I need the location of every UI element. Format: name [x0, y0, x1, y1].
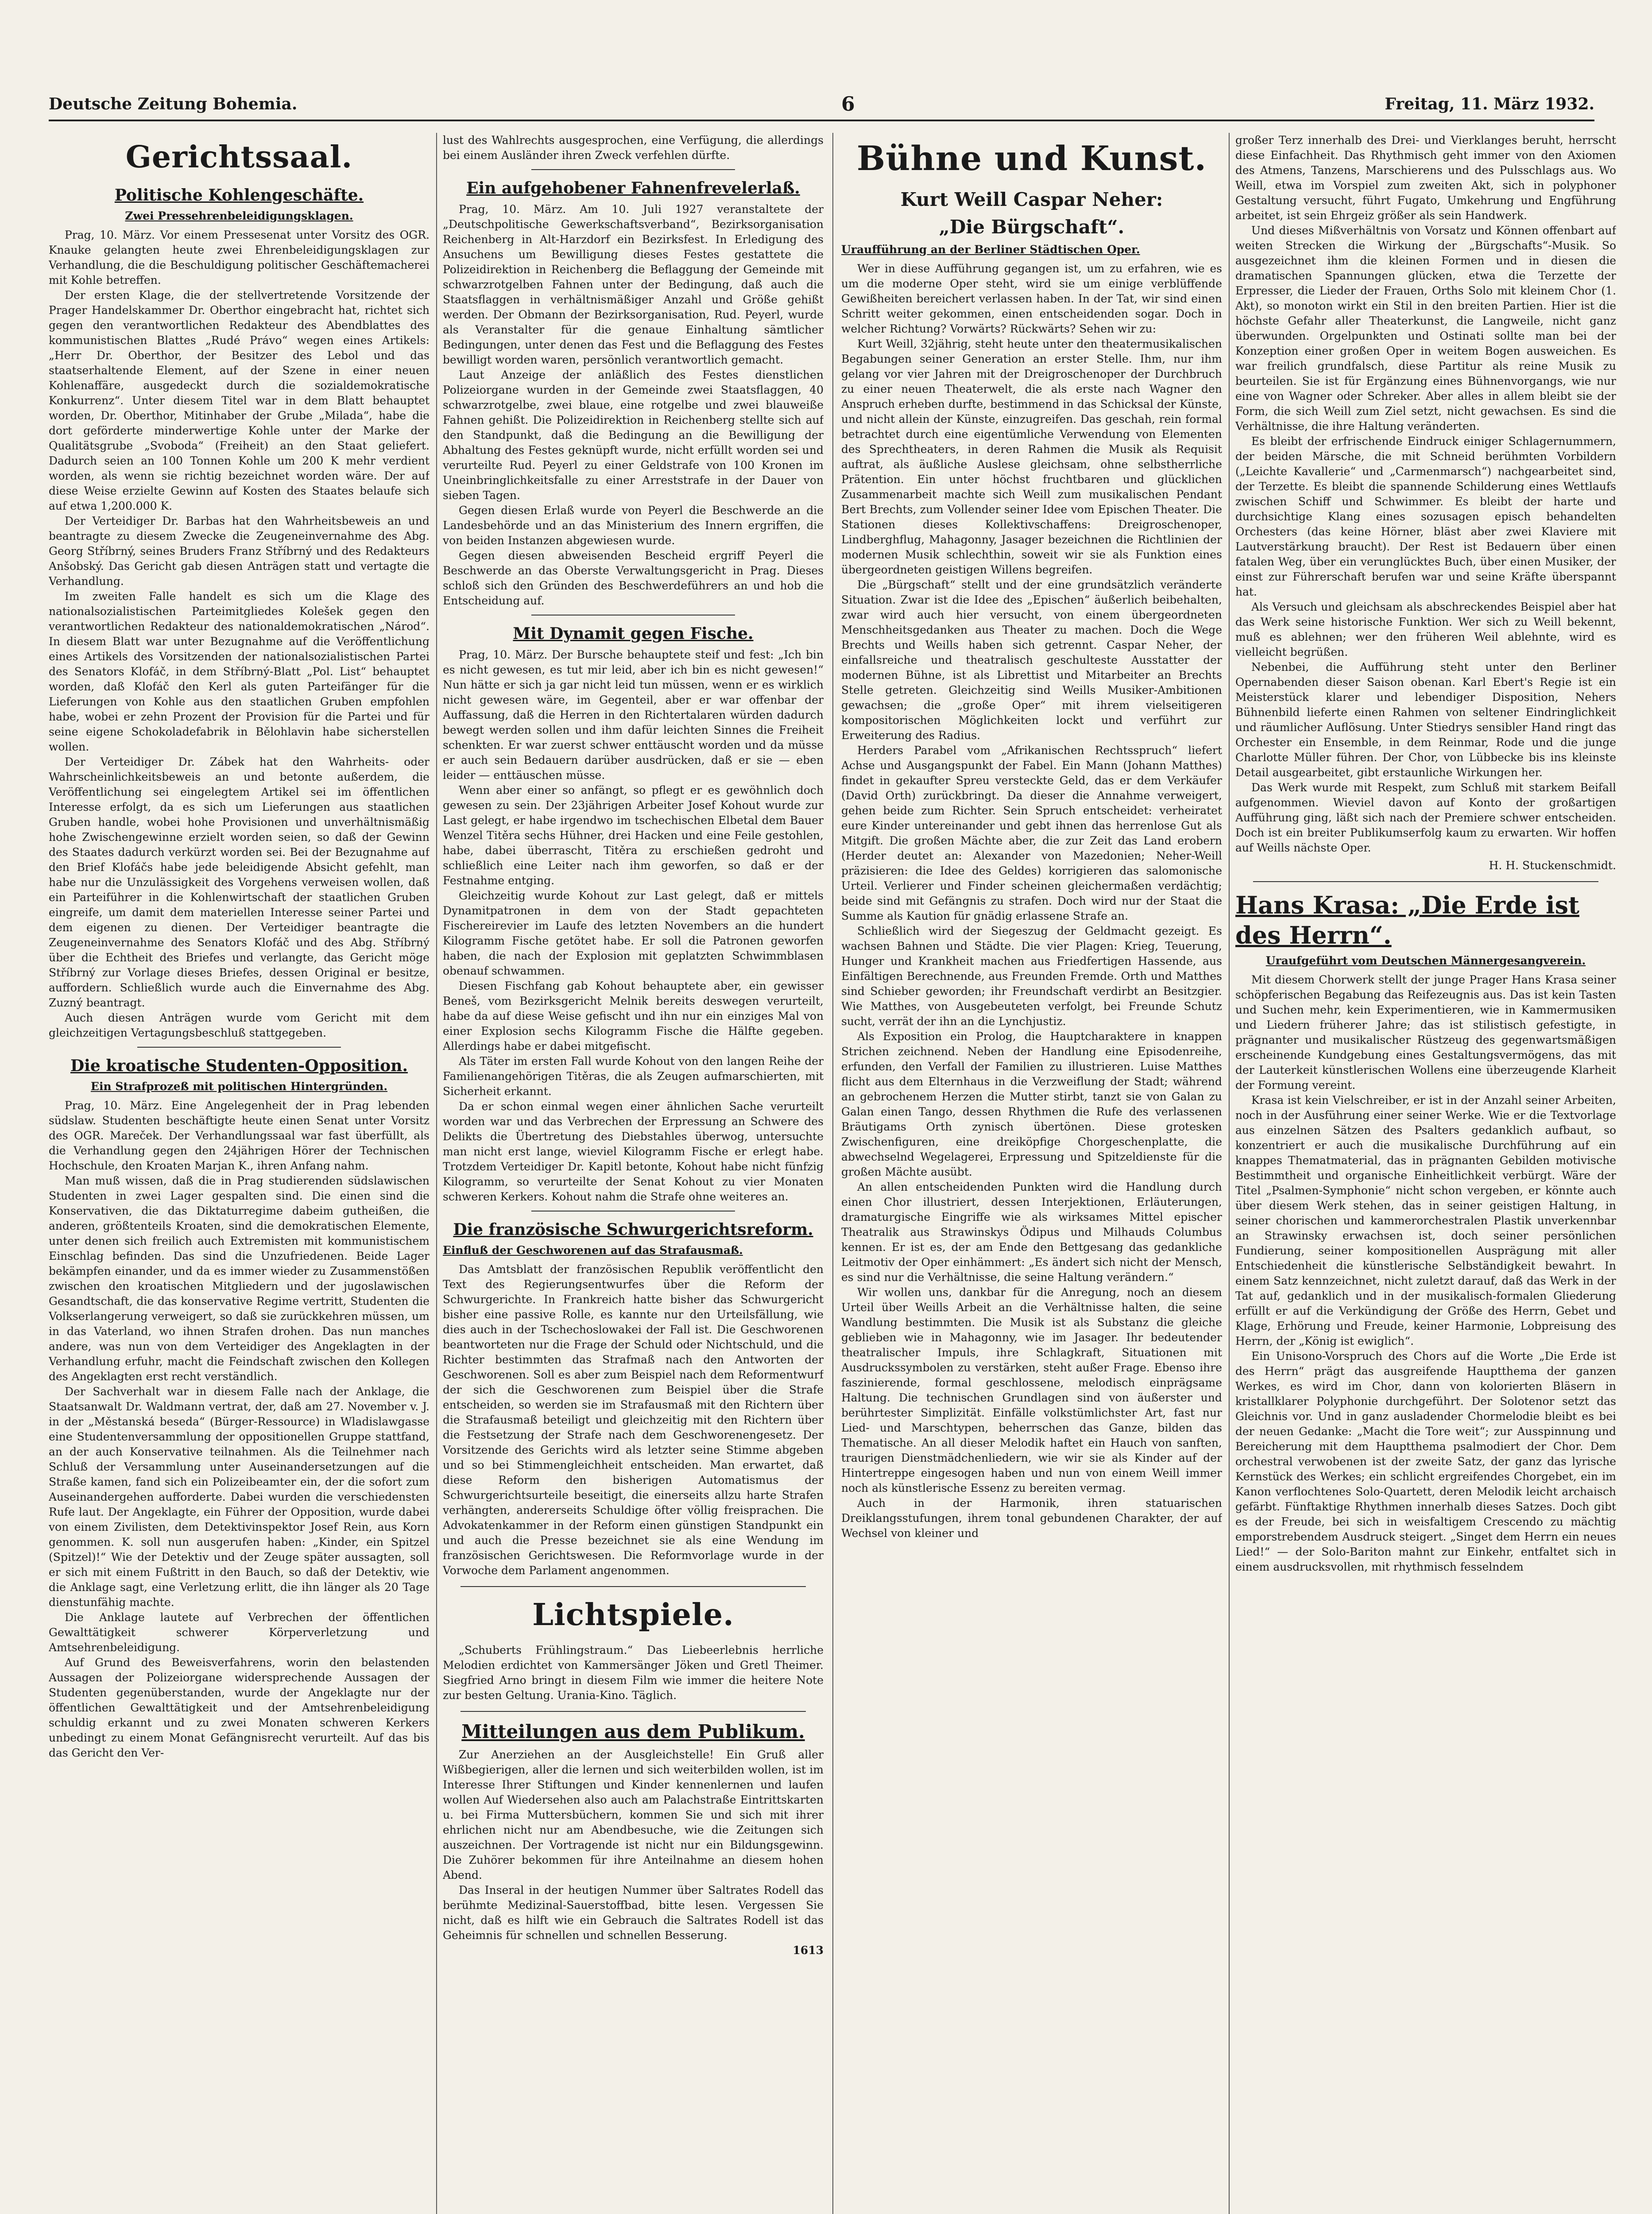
- article-paragraph: Wer in diese Aufführung gegangen ist, um zu erfahren, wie es um die moderne Oper steht, wird sie um einige verblüffende Gewißheiten bereichert verlassen haben. In der Tat, wir sind einen Schritt weiter gekommen, einen entscheidenden sogar. Doch in welcher Richtung? Vorwärts? Rückwärts? Sehen wir zu:: [841, 262, 1222, 335]
- article-paragraph: Ein Unisono-Vorspruch des Chors auf die Worte „Die Erde ist des Herrn“ prägt das ausgreifende Hauptthema der ganzen Werkes, es wird im Chor, dann von kolorierten Bläsern in kristallklarer Polyphonie durchgeführt. Der Solotenor setzt das Gleichnis vor. Und in ganz ausladender Chormelodie bleibt es bei der neuen Gedanke: „Macht die Tore weit“; zur Ausspinnung und Bereicherung mit dem Hauptthema psalmodiert der Chor. Dem orchestral verwobenen ist der zweite Satz, der ganz das lyrische Kernstück des Werkes; ein schlicht ergreifendes Chorgebet, ein im Kanon verflochtenes Solo-Quartett, deren Melodik leicht archaisch gefärbt. Fünftaktige Rhythmen innerhalb dieses Satzes. Doch gibt es der Freude, bei sich in weisfaltigem Crescendo zu mächtig emporstrebendem Ausdruck steigert. „Singet dem Herrn ein neues Lied!“ — der Solo-Bariton mahnt zur Einkehr, entfaltet sich in einem ausdrucksvollen, mit rhythmisch fesselndem: [1235, 1350, 1616, 1573]
- article-paragraph: Diesen Fischfang gab Kohout behauptete aber, ein gewisser Beneš, vom Bezirksgericht Melnik bereits deswegen verurteilt, habe da auf diese Weise gefischt und ihn nur ein einziges Mal von einer Explosion sechs Kilogramm Fische die Hälfte gegeben. Allerdings habe er dabei mitgefischt.: [443, 979, 824, 1053]
- column-divider: [436, 133, 437, 2214]
- column-divider: [1229, 133, 1230, 2214]
- article-paragraph: Das Inseral in der heutigen Nummer über Saltrates Rodell das berühmte Medizinal-Sauerstoffbad, bitte lesen. Vergessen Sie nicht, daß es hilft wie ein Gebrauch die Saltrates Rodell ist das Geheimnis für schnellen und schnellen Besserung.: [443, 1884, 824, 1942]
- article-paragraph: Gegen diesen Erlaß wurde von Peyerl die Beschwerde an die Landesbehörde und an das Ministerium des Innern ergriffen, die von beiden Instanzen abgewiesen wurde.: [443, 504, 824, 547]
- article-paragraph: Es bleibt der erfrischende Eindruck einiger Schlagernummern, der beiden Märsche, die mit Schneid berühmten Vorbildern („Leichte Kavallerie“ und „Carmenmarsch“) nachgearbeitet sind, der Terzette. Es bleibt die spannende Schilderung eines Wettlaufs zwischen Schiff und Schwimmer. Es bleibt der harte und durchsichtige Klang eines sozusagen episch behandelten Orchesters (das keine Hörner, bläst aber zwei Klaviere mit Lautverstärkung braucht). Der Rest ist Bedauern über einen fatalen Weg, über ein verunglücktes Buch, über einen Musiker, der einst zur Führerschaft berufen war und seine Kräfte überspannt hat.: [1235, 435, 1616, 598]
- article-title: Die kroatische Studenten-Opposition.: [70, 1057, 408, 1075]
- article-paragraph: Prag, 10. März. Vor einem Pressesenat unter Vorsitz des OGR. Knauke gelangten heute zwei Ehrenbeleidigungsklagen zur Verhandlung, die die Beschuldigung politischer Geschäftemacherei mit Kohle betreffen.: [49, 228, 429, 286]
- article-divider: [531, 1211, 735, 1212]
- article-paragraph: Der Sachverhalt war in diesem Falle nach der Anklage, die Staatsanwalt Dr. Waldmann vertrat, der, daß am 27. November v. J. in der „Městanská beseda“ (Bürger-Ressource) in Wladislawgasse eine Studentenversammlung der oppositionellen Gruppe stattfand, an der auch Konservative teilnahmen. Als die Teilnehmer nach Schluß der Versammlung unter Auseinandersetzungen auf die Straße kamen, fand sich ein Polizeibeamter ein, der die sofort zum Auseinandergehen aufforderte. Dabei wurden die verschiedensten Rufe laut. Der Angeklagte, ein Führer der Opposition, wurde dabei von einem Zivilisten, dem Detektivinspektor Josef Rein, aus Korn genommen. K. soll nun ausgerufen haben: „Kinder, ein Spitzel (Spitzel)!“ Wie der Detektiv und der Zeuge später aussagten, soll er sich mit einem Fußtritt in den Bauch, so daß der Detektiv, wie die Anklage sagt, eine Verletzung erlitt, die ihn länger als 20 Tage dienstunfähig machte.: [49, 1385, 429, 1609]
- article-paragraph: Prag, 10. März. Der Bursche behauptete steif und fest: „Ich bin es nicht gewesen, es tut mir leid, aber ich bin es nicht gewesen!“ Nun hätte er sich ja gar nicht leid tun müssen, wenn er es wirklich nicht gewesen wäre, im Gegenteil, aber er war offenbar der Auffassung, daß die Herren in den Richtertalaren würden dadurch bewegt werden sollen und ihm dafür leichten Sinnes die Freiheit schenkten. Er war zuerst schwer enttäuscht worden und da müsse er auch sein Bedauern darüber ausdrücken, daß er sie — eben leider — enttäuschen müsse.: [443, 648, 824, 782]
- section-title-mitteilungen: Mitteilungen aus dem Publikum.: [461, 1721, 805, 1742]
- column-3: [841, 133, 1222, 2214]
- article-subtitle: Uraufführung an der Berliner Städtischen Oper.: [841, 243, 1140, 256]
- article-continuation: großer Terz innerhalb des Drei- und Vierklanges beruht, herrscht diese Einfachheit. Das Rhythmisch geht immer von den Axiomen des Atmens, Tanzens, Marschierens und des Pulsschlags aus. Wo Weill, etwa im Vorspiel zum zweiten Akt, sich in polyphoner Gestaltung versucht, führt Fugato, Umkehrung und Engführung arbeitet, ist sein Ehrgeiz größer als sein Handwerk.: [1235, 134, 1616, 222]
- article-divider: [1253, 881, 1598, 882]
- article-title-line-1: Kurt Weill Caspar Neher:: [900, 189, 1163, 210]
- page-number: 6: [841, 93, 855, 116]
- article-paragraph: Zur Anerziehen an der Ausgleichstelle! Ein Gruß aller Wißbegierigen, aller die lernen und sich weiterbilden wollen, ist im Interesse Ihrer Stiftungen und Kinder kennenlernen und laufen wollen Auf Wiedersehen also auch am Palachstraße Eintrittskarten u. bei Firma Muttersbüchern, kommen Sie und sich mit ihrer ehrlichen nicht nur am Abendbesuche, wie die Zeitungen sich auszeichnen. Der Vortragende ist nicht nur ein Bildungsgewinn. Die Zuhörer bekommen für ihre Anteilnahme an diesem hohen Abend.: [443, 1748, 824, 1881]
- article-subtitle: Zwei Pressehrenbeleidigungsklagen.: [125, 209, 353, 222]
- article-paragraph: Im zweiten Falle handelt es sich um die Klage des nationalsozialistischen Parteimitgliedes Kolešek gegen den verantwortlichen Redakteur des nationaldemokratischen „Národ“. In diesem Blatt war unter Bezugnahme auf die Veröffentlichung eines Artikels des Vorsitzenden der nationalsozialistischen Partei des Senators Klofáč, in dem Stříbrný-Blatt „Pol. List“ behauptet worden, daß Klofáč den Kerl als guten Parteifänger für die Lieferungen von Kohle aus den staatlichen Gruben empfohlen habe, wobei er zehn Prozent der Provision für die Partei und für seine eigene Schokoladefabrik in Bělohlavin habe sicherstellen wollen.: [49, 590, 429, 753]
- article-paragraph: Das Werk wurde mit Respekt, zum Schluß mit starkem Beifall aufgenommen. Wieviel davon auf Konto der großartigen Aufführung ging, läßt sich nach der Premiere schwer entscheiden. Doch ist ein breiter Publikumserfolg kaum zu erwarten. Wir hoffen auf Weills nächste Oper.: [1235, 781, 1616, 854]
- article-paragraph: Auch in der Harmonik, ihren statuarischen Dreiklangsstufungen, ihrem tonal gebundenen Charakter, der auf Wechsel von kleiner und: [841, 1497, 1222, 1540]
- article-paragraph: Man muß wissen, daß die in Prag studierenden südslawischen Studenten in zwei Lager gespalten sind. Die einen sind die Konservativen, die das Diktaturregime dabeim gutheißen, die anderen, größtenteils Kroaten, sind die demokratischen Elemente, unter denen sich freilich auch Extremisten mit kommunistischem Einschlag befinden. Das sind die Unzufriedenen. Beide Lager bekämpfen einander, und da es immer wieder zu Zusammenstößen zwischen den kroatischen Mitgliedern und der jugoslawischen Gesandtschaft, die das konservative Regime vertritt, Studenten die Volkserlangerung verweigert, so daß sie zurückkehren müssen, um in das Vaterland, wo ihnen Strafen drohen. Das nun manches andere, was nun von dem Verteidiger des Angeklagten in der Verhandlung erfuhr, macht die Feindschaft zwischen den Kollegen des Angeklagten erst recht verständlich.: [49, 1174, 429, 1383]
- advertisement-number: 1613: [793, 1944, 824, 1957]
- article-paragraph: Als Täter im ersten Fall wurde Kohout von den langen Reihe der Familienangehörigen Titěras, die als Zeugen aufmarschierten, mit Sicherheit erkannt.: [443, 1055, 824, 1098]
- article-paragraph: Krasa ist kein Vielschreiber, er ist in der Anzahl seiner Arbeiten, noch in der Ausführung einer seiner Werke. Wie er die Textvorlage aus einzelnen Sätzen des Psalters gedanklich aufbaut, so konzentriert er auch die musikalische Durchführung auf ein knappes Thematmaterial, das in prägnanten Gebilden motivische Bestimmtheit und organische Einheitlichkeit verbürgt. Wäre der Titel „Psalmen-Symphonie“ nicht schon vergeben, er könnte auch über diesem Werk stehen, das in seiner geistigen Haltung, in seiner chorischen und kammerorchestralen Plastik unverkennbar an Strawinsky erwachsen ist, doch seiner persönlichen Fundierung, seiner kompositionellen Ausprägung mit aller Entschiedenheit die künstlerische Selbständigkeit bewahrt. In einem Satz kennzeichnet, nicht zuletzt darauf, daß das Werk in der Tat auf, gedanklich und in der musikalisch-formalen Gliederung erfüllt er auf die Verkündigung der Größe des Herrn, Gebet und Klage, Erhörung und Freude, keiner Harmonie, Lobpreisung des Herrn, der „König ist ewiglich“.: [1235, 1094, 1616, 1347]
- article-paragraph: Nebenbei, die Aufführung steht unter den Berliner Opernabenden dieser Saison obenan. Karl Ebert's Regie ist ein Meisterstück klarer und lebendiger Disposition, Nehers Bühnenbild lieferte einen Rahmen von seltener Eindringlichkeit und räumlicher Auflösung. Unter Stiedrys sensibler Hand ringt das Orchester ein Ensemble, in dem Reinmar, Rode und die junge Charlotte Müller führen. Der Chor, von Lübbecke bis ins kleinste Detail ausgearbeitet, gibt erstaunliche Wirkungen her.: [1235, 661, 1616, 779]
- article-title: Hans Krasa: „Die Erde ist des Herrn“.: [1235, 891, 1579, 949]
- article-paragraph: Als Exposition ein Prolog, die Hauptcharaktere in knappen Strichen zeichnend. Neben der Handlung eine Episodenreihe, erfunden, den Verfall der Familien zu illustrieren. Luise Matthes flicht aus dem Elternhaus in die Verzweiflung der Stadt; während an gebrochenem Herzen die Mutter stirbt, tanzt sie von Galan zu Galan einen Tango, dessen Rhythmen die Rufe des verlassenen Bräutigams Orth zynisch übertönen. Diese grotesken Zwischenfiguren, eine dreiköpfige Chorgeschenplatte, die abwechselnd Wegelagerei, Erpressung und Spitzeldienste für die großen Mächte ausübt.: [841, 1030, 1222, 1178]
- author-signature: H. H. Stuckenschmidt.: [1489, 859, 1616, 872]
- article-subtitle: Uraufgeführt vom Deutschen Männergesangverein.: [1265, 954, 1586, 967]
- article-paragraph: Der ersten Klage, die der stellvertretende Vorsitzende der Prager Handelskammer Dr. Oberthor eingebracht hat, richtet sich gegen den verantwortlichen Redakteur des Abendblattes des kommunistischen Blattes „Rudé Právo“ wegen eines Artikels: „Herr Dr. Oberthor, der Besitzer des Lebol und das staatserhaltende Element, auf der Szene in einer neuen Kohlenaffäre, ausgedeckt durch die sozialdemokratische Konkurrenz“. Unter diesem Titel war in dem Blatt behauptet worden, Dr. Oberthor, Mitinhaber der Grube „Milada“, habe die dort geförderte minderwertige Kohle unter der Marke der Qualitätsgrube „Svoboda“ (Freiheit) an den Staat geliefert. Dadurch seien an 100 Tonnen Kohle um 200 K mehr verdient worden, als wenn sie richtig bezeichnet worden wäre. Der auf diese Weise erzielte Gewinn auf Kosten des Staates belaufe sich auf etwa 1,200.000 K.: [49, 289, 429, 512]
- article-paragraph: Laut Anzeige der anläßlich des Festes dienstlichen Polizeiorgane wurden in der Gemeinde zwei Staatsflaggen, 40 schwarzrotgelbe, zwei blaue, eine rotgelbe und zwei blauweiße Fahnen gehißt. Die Polizeidirektion in Reichenberg stellte sich auf den Standpunkt, daß die Bedingung an die Bewilligung der Abhaltung des Festes geknüpft wurde, nicht erfüllt worden sei und verurteilte Rud. Peyerl zu einer Geldstrafe von 100 Kronen im Uneinbringlichkeitsfalle zu einer Arreststrafe in der Dauer von sieben Tagen.: [443, 368, 824, 502]
- section-title-buehne-und-kunst: Bühne und Kunst.: [856, 139, 1207, 178]
- article-paragraph: Schließlich wird der Siegeszug der Geldmacht gezeigt. Es wachsen Bahnen und Städte. Die vier Plagen: Krieg, Teuerung, Hunger und Krankheit machen aus Friedfertigen Hassende, aus Einfältigen Berechnende, aus Freunden Fremde. Orth und Matthes sind Schieber geworden; ihr Freundschaft verdirbt an Besitzgier. Wie Matthes, von Ausgebeuteten verfolgt, bei Freunde Schutz sucht, verrät der ihn an die Lynchjustiz.: [841, 925, 1222, 1028]
- column-4: [1235, 133, 1616, 2214]
- article-paragraph: Da er schon einmal wegen einer ähnlichen Sache verurteilt worden war und das Verbrechen der Erpressung an Schwere des Delikts die Übertretung des Diebstahles überwog, untersuchte man nicht erst lange, wieviel Kilogramm Fische er erlegt habe. Trotzdem Verteidiger Dr. Kapitl betonte, Kohout habe nicht fünfzig Kilogramm, so verurteilte der Senat Kohout zu vier Monaten schweren Kerkers. Kohout nahm die Strafe ohne weiteres an.: [443, 1100, 824, 1203]
- section-divider: [460, 1711, 806, 1712]
- page-header: [49, 93, 1594, 121]
- section-title-gerichtssaal: Gerichtssaal.: [125, 139, 353, 175]
- article-paragraph: Und dieses Mißverhältnis von Vorsatz und Können offenbart auf weiten Strecken die Wirkung der „Bürgschafts“-Musik. So ausgezeichnet ihm die kleinen Formen und in diesen die dramatischen Spannungen glücken, etwa die Terzette der Erpresser, die Lieder der Frauen, Orths Solo mit kleinem Chor (1. Akt), so monoton wirkt ein Stil in den breiten Partien. Hier ist die höchste Gefahr aller Theaterkunst, die Langweile, nicht ganz überwunden. Orgelpunkten und Ostinati sollte man bei der Konzeption einer großen Oper in weitem Bogen ausweichen. Es war freilich grundfalsch, diese Partitur als reine Musik zu beurteilen. Sie ist für Ergänzung eines Bühnenvorgangs, wie nur eine von Wagner oder Schreker. Aber alles in allem bleibt sie der Form, die sich Weill zum Ziel setzt, nicht gewachsen. Es sind die Verhältnisse, die ihre Haltung veränderten.: [1235, 224, 1616, 433]
- article-paragraph: An allen entscheidenden Punkten wird die Handlung durch einen Chor illustriert, dessen Interjektionen, Erläuterungen, dramaturgische Eingriffe wie als wirksames Mittel epischer Theatralik aus Strawinskys Ödipus und Milhauds Columbus kennen. Er ist es, der am Ende den Bettgesang das gedankliche Leitmotiv der Oper einhämmert: „Es ändert sich nicht der Mensch, es sind nur die Verhältnisse, die seine Haltung verändern.“: [841, 1181, 1222, 1284]
- issue-date: Freitag, 11. März 1932.: [1385, 95, 1594, 113]
- article-subtitle: Ein Strafprozeß mit politischen Hintergründen.: [90, 1080, 388, 1093]
- column-divider: [832, 133, 833, 2214]
- column-2: [443, 133, 824, 2214]
- article-paragraph: Gleichzeitig wurde Kohout zur Last gelegt, daß er mittels Dynamitpatronen in dem von der Stadt gepachteten Fischereirevier im Laufe des letzten Novembers an die hundert Kilogramm Fische getötet habe. Er soll die Patronen geworfen haben, die nach der Explosion mit geplatzten Schwimmblasen obenauf schwammen.: [443, 889, 824, 977]
- article-paragraph: Die „Bürgschaft“ stellt und der eine grundsätzlich veränderte Situation. Zwar ist die Idee des „Epischen“ äußerlich beibehalten, zwar wird auch hier versucht, von einem übergeordneten Menschheitsgedanken aus Theater zu machen. Doch die Wege Brechts und Weills haben sich getrennt. Caspar Neher, der einfallsreiche und theatralisch geschulteste Ausstatter der modernen Bühne, ist als Librettist und Mitarbeiter an Brechts Stelle getreten. Gleichzeitig sind Weills Musiker-Ambitionen gewachsen; die „große Oper“ mit ihrem vielseitigeren kompositorischen Möglichkeiten lockt und verführt zur Erweiterung des Radius.: [841, 578, 1222, 742]
- article-paragraph: „Schuberts Frühlingstraum.“ Das Liebeerlebnis herrliche Melodien erdichtet von Kammersänger Jöken und Gretl Theimer. Siegfried Arno bringt in diesem Film wie immer die heitere Note zur besten Geltung. Urania-Kino. Täglich.: [443, 1644, 824, 1702]
- article-paragraph: Der Verteidiger Dr. Barbas hat den Wahrheitsbeweis an und beantragte zu diesem Zwecke die Zeugeneinvernahme des Abg. Georg Stříbrný, seines Bruders Franz Stříbrný und des Redakteurs Anšobský. Das Gericht gab diesen Anträgen statt und vertagte die Verhandlung.: [49, 515, 429, 588]
- article-title: Ein aufgehobener Fahnenfrevelerlaß.: [466, 179, 800, 197]
- article-paragraph: Wir wollen uns, dankbar für die Anregung, noch an diesem Urteil über Weills Arbeit an die Verhältnisse halten, die seine Wandlung bestimmten. Die Musik ist als Substanz die gleiche geblieben wie in Mahagonny, wie im Jasager. Ihr bedeutender theatralischer Impuls, ihre Schlagkraft, Situationen mit Ausdruckssymbolen zu verstärken, steht außer Frage. Ebenso ihre faszinierende, formal geschlossene, melodisch einprägsame Haltung. Die technischen Grundlagen sind von äußerster und berührtester Simplizität. Einfälle volkstümlichster Art, fast nur Lied- und Marschtypen, beherrschen das Ganze, bilden das Thematische. An all dieser Melodik haftet ein Hauch von sanften, traurigen Dienstmädchenliedern, wie wir sie als Kinder auf der Hintertreppe eingesogen haben und nun von einem Weill immer noch als künstlerische Essenz zu bereiten vermag.: [841, 1286, 1222, 1494]
- article-paragraph: Die Anklage lautete auf Verbrechen der öffentlichen Gewalttätigkeit schwerer Körperverletzung und Amtsehrenbeleidigung.: [49, 1611, 429, 1654]
- article-subtitle: Einfluß der Geschworenen auf das Strafausmaß.: [443, 1244, 743, 1257]
- article-paragraph: Kurt Weill, 32jährig, steht heute unter den theatermusikalischen Begabungen seiner Generation an erster Stelle. Ihm, nur ihm gelang vor vier Jahren mit der Dreigroschenoper der Durchbruch zu einer neuen Theaterwelt, die als erste nach Wagner den Anspruch erheben durfte, bestimmend in das Schicksal der Künste, und nicht allein der Künste, einzugreifen. Das geschah, rein formal betrachtet durch eine eigentümliche Verwendung von Elementen des Sprechtheaters, in deren Rahmen die Musik als Requisit auftrat, als äußliche Auslese gleichsam, ohne selbstherrliche Prätention. Ein unter höchst fruchtbaren und glücklichen Zusammenarbeit machte sich Weill zum musikalischen Pendant Bert Brechts, zum Vollender seiner Idee vom Epischen Theater. Die Stationen dieses Kollektivschaffens: Dreigroschenoper, Lindberghflug, Mahagonny, Jasager bezeichnen die Richtlinien der modernen Musik schlechthin, soweit wir sie als Funktion eines übergeordneten geistigen Willens begreifen.: [841, 337, 1222, 576]
- column-1: [49, 133, 429, 2214]
- article-paragraph: Der Verteidiger Dr. Zábek hat den Wahrheits- oder Wahrscheinlichkeitsbeweis an und betonte außerdem, die Veröffentlichung sei eingelegtem Artikel sei im öffentlichen Interesse erfolgt, da es sich um Lieferungen aus staatlichen Gruben handle, wobei hohe Provisionen und unverhältnismäßig hohe Zwischengewinne erzielt worden seien, so daß der Gewinn des Staates dadurch verkürzt worden sei. Bei der Bezugnahme auf den Brief Klofáčs habe jede beleidigende Absicht gefehlt, man habe nur die Unzulässigkeit des Vorgehens verweisen wollen, daß ein Parteiführer in die Kohlenwirtschaft der staatlichen Gruben eingreife, um damit dem materiellen Interesse seiner Partei und dem eigenen zu dienen. Der Verteidiger beantragte die Zeugeneinvernahme des Senators Klofáč und des Abg. Stříbrný über die Echtheit des Briefes und verlangte, das Gericht möge Stříbrný zur Vorlage dieses Briefes, dessen Original er besitze, auffordern. Schließlich wurde auch die Einvernahme des Abg. Zuzný beantragt.: [49, 755, 429, 1009]
- paper-name: Deutsche Zeitung Bohemia.: [49, 95, 298, 113]
- article-paragraph: Herders Parabel vom „Afrikanischen Rechtsspruch“ liefert Achse und Ausgangspunkt der Fabel. Ein Mann (Johann Matthes) findet in gekaufter Spreu versteckte Geld, das er dem Verkäufer (David Orth) zurückbringt. Da dieser die Annahme verweigert, gehen beide zum Richter. Sein Spruch entscheidet: verheiratet eure Kinder untereinander und gebt ihnen das herrenlose Gut als Mitgift. Die großen Mächte aber, die zur Zeit das Land erobern (Herder deutet an: Alexander von Mazedonien; Neher-Weill präzisieren: die Idee des Geldes) korrigieren das salomonische Urteil. Verlierer und Finder scheinen gleichermaßen verdächtig; beide sind mit Gefängnis zu strafen. Doch wird nur der Staat die Summe als Kaution für gnädig erlassene Strafe an.: [841, 744, 1222, 922]
- article-title: Politische Kohlengeschäfte.: [114, 186, 364, 205]
- article-divider: [531, 169, 735, 170]
- article-paragraph: Das Amtsblatt der französischen Republik veröffentlicht den Text des Regierungsentwurfes über die Reform der Schwurgerichte. In Frankreich hatte bisher das Schwurgericht bisher eine passive Rolle, es kannte nur den Urteilsfällung, wie dies auch in der Tschechoslowakei der Fall ist. Die Geschworenen beantworteten nur die Frage der Schuld oder Nichtschuld, und die Richter bestimmten das Strafmaß nach den Antworten der Geschworenen. Soll es aber zum Beispiel nach dem Reformentwurf der sich die Geschworenen zum Beispiel über die Strafe entscheiden, so werden sie im Strafausmaß mit den Richtern über die Strafausmaß beteiligt und gleichzeitig mit den Richtern über die Festsetzung der Strafe nach dem Geschworenengesetz. Der Vorsitzende des Gerichts wird als letzter seine Stimme abgeben und so bei Stimmengleichheit entscheiden. Man erwartet, daß diese Reform den bisherigen Automatismus der Schwurgerichtsurteile beseitigt, die einerseits allzu harte Strafen verhängten, andererseits Schuldige öfter völlig freisprachen. Die Advokatenkammer in der Reform einen günstigen Standpunkt ein und auch die Presse bezeichnet sie als eine Wendung im französischen Gerichtswesen. Die Reformvorlage wurde in der Vorwoche dem Parlament angenommen.: [443, 1263, 824, 1577]
- article-paragraph: Prag, 10. März. Eine Angelegenheit der in Prag lebenden südslaw. Studenten beschäftigte heute einen Senat unter Vorsitz des OGR. Mareček. Der Verhandlungssaal war fast überfüllt, als die Verhandlung gegen den 24jährigen Hörer der Technischen Hochschule, den Kroaten Marjan K., ihren Anfang nahm.: [49, 1099, 429, 1172]
- section-title-lichtspiele: Lichtspiele.: [532, 1597, 734, 1633]
- article-title-line-2: „Die Bürgschaft“.: [939, 216, 1125, 238]
- article-title: Die französische Schwurgerichtsreform.: [453, 1220, 813, 1239]
- article-title: Mit Dynamit gegen Fische.: [513, 624, 754, 643]
- article-paragraph: Auch diesen Anträgen wurde vom Gericht mit dem gleichzeitigen Vertagungsbeschluß stattgegeben.: [49, 1011, 429, 1039]
- article-paragraph: Mit diesem Chorwerk stellt der junge Prager Hans Krasa seiner schöpferischen Begabung das Reifezeugnis aus. Das ist kein Tasten und Suchen mehr, kein Experimentieren, wie in Kammermusiken und Liedern früherer Jahre; das ist stilistisch gefestigte, in prägnanter und musikalischer Rüstzeug des gegenwartsmäßigen erscheinende Kundgebung eines Gestaltungsvermögens, das mit der Lauterkeit künstlerischen Wollens eine überzeugende Klarheit der Formung vereint.: [1235, 973, 1616, 1092]
- article-paragraph: Prag, 10. März. Am 10. Juli 1927 veranstaltete der „Deutschpolitische Gewerkschaftsverband“, Bezirksorganisation Reichenberg in Alt-Harzdorf ein Bezirksfest. In Erledigung des Ansuchens um Bewilligung dieses Festes gestattete die Polizeidirektion in Reichenberg die Beflaggung der Gemeinde mit schwarzrotgelben Fahnen unter der Bedingung, daß auch die Staatsflaggen in verhältnismäßiger Anzahl und Größe gehißt werden. Der Obmann der Bezirksorganisation, Rud. Peyerl, wurde als Veranstalter für die genaue Einhaltung sämtlicher Bedingungen, unter denen das Fest und die Beflaggung des Festes bewilligt worden waren, persönlich verantwortlich gemacht.: [443, 203, 824, 366]
- article-paragraph: Als Versuch und gleichsam als abschreckendes Beispiel aber hat das Werk seine historische Funktion. Wer sich zu Weill bekennt, muß es ablehnen; wer den früheren Weil ablehnte, wird es vielleicht begrüßen.: [1235, 600, 1616, 658]
- section-divider: [460, 1586, 806, 1587]
- article-divider: [137, 1047, 341, 1048]
- article-continuation: lust des Wahlrechts ausgesprochen, eine Verfügung, die allerdings bei einem Ausländer ihren Zweck verfehlen dürfte.: [443, 134, 824, 162]
- article-paragraph: Auf Grund des Beweisverfahrens, worin den belastenden Aussagen der Polizeiorgane widersprechende Aussagen der Studenten gegenüberstanden, wurde der Angeklagte nur der öffentlichen Gewalttätigkeit und der Amtsehrenbeleidigung schuldig erkannt und zu zwei Monaten schweren Kerkers unbedingt zu einem Monat Gefängnisrecht verurteilt. Auf das bis das Gericht den Ver-: [49, 1656, 429, 1759]
- article-paragraph: Gegen diesen abweisenden Bescheid ergriff Peyerl die Beschwerde an das Oberste Verwaltungsgericht in Prag. Dieses schloß sich den Gründen des Beschwerdeführers an und hob die Entscheidung auf.: [443, 549, 824, 607]
- article-paragraph: Wenn aber einer so anfängt, so pflegt er es gewöhnlich doch gewesen zu sein. Der 23jährigen Arbeiter Josef Kohout wurde zur Last gelegt, er habe irgendwo im tschechischen Elbetal dem Bauer Wenzel Titěra sechs Hühner, drei Hacken und eine Feile gestohlen, habe, dabei überrascht, Titěra zu erschießen gedroht und schließlich eine Leiter nach ihm geworfen, so daß er der Festnahme entging.: [443, 784, 824, 887]
